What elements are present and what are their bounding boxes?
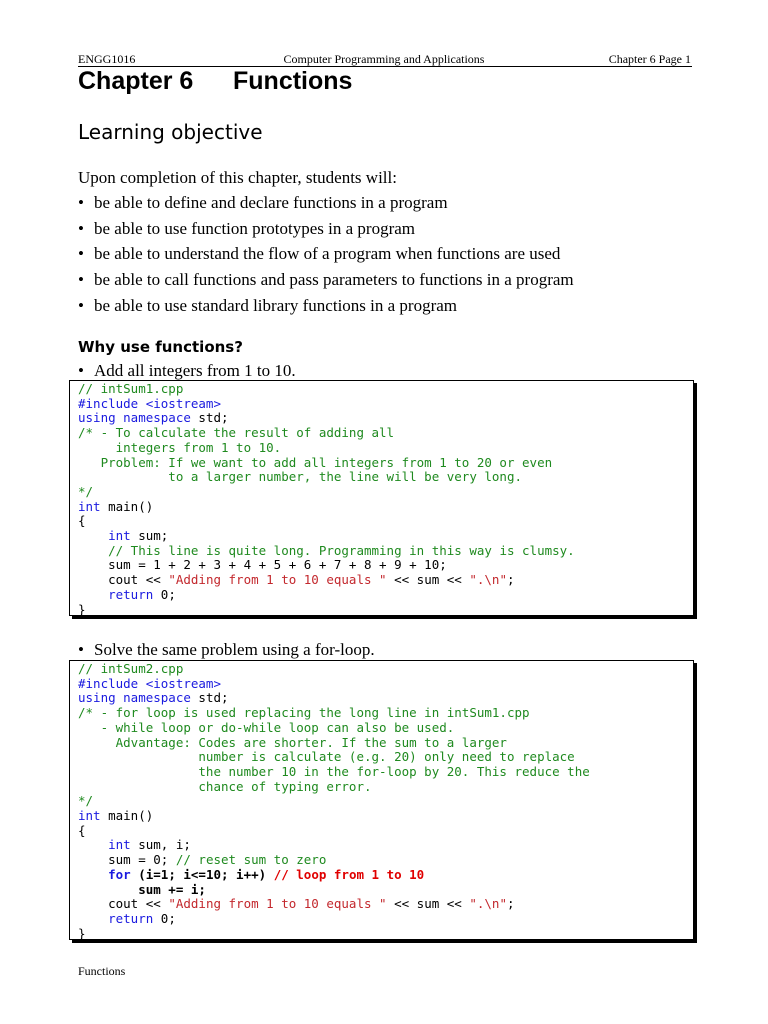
learning-intro: Upon completion of this chapter, students will:	[78, 168, 397, 187]
code-token: for	[108, 866, 131, 882]
code-token: using namespace	[78, 690, 191, 706]
code-line	[78, 706, 693, 721]
code-block-intsum2	[69, 660, 694, 940]
why-functions-heading: Why use functions?	[78, 338, 243, 356]
code-token: int	[78, 808, 101, 824]
code-token: */	[78, 793, 94, 809]
code-line	[78, 485, 693, 500]
code-token	[78, 587, 108, 602]
code-token: Problem: If we want to add all integers from 1 to 20 or even	[78, 454, 553, 470]
code-line	[78, 677, 693, 692]
code-line	[78, 897, 693, 912]
code-token: {	[78, 822, 86, 838]
code-token: ;	[507, 572, 515, 588]
code-token: */	[78, 483, 94, 499]
code-token: return	[108, 586, 154, 602]
code-token: sum = 0;	[78, 852, 176, 868]
list-item	[78, 295, 574, 321]
code-line	[78, 662, 693, 677]
list-item-text: be able to understand the flow of a program when functions are used	[94, 244, 561, 264]
code-token: - while loop or do-while loop can also be used.	[78, 719, 455, 735]
list-item	[78, 243, 574, 269]
list-item-text: be able to use standard library functions in a program	[94, 295, 458, 315]
code-token: ;	[507, 896, 515, 912]
code-token: /* - To calculate the result of adding all	[78, 425, 395, 441]
code-listing	[78, 662, 693, 941]
code-token: (i=1; i<=10; i++)	[130, 866, 274, 882]
code-line	[78, 780, 693, 795]
code-line	[78, 853, 693, 868]
list-item	[78, 269, 574, 295]
code-token: chance of typing error.	[78, 778, 372, 794]
page-footer: Functions	[78, 964, 126, 978]
bullet-text: Add all integers from 1 to 10.	[94, 361, 296, 380]
code-token: #include <iostream>	[78, 675, 221, 691]
chapter-title: Functions	[233, 67, 353, 95]
learning-objective-heading: Learning objective	[78, 120, 263, 144]
code-line	[78, 794, 693, 809]
code-token: 0;	[153, 586, 176, 602]
code-token	[78, 837, 108, 852]
code-line	[78, 927, 693, 942]
code-line	[78, 588, 693, 603]
code-token: << sum <<	[386, 572, 470, 588]
bullet-marker: •	[78, 244, 84, 264]
code-line	[78, 558, 693, 573]
bullet-marker: •	[78, 193, 84, 212]
list-item-text: be able to use function prototypes in a program	[94, 218, 416, 238]
code-token: using namespace	[78, 410, 191, 426]
code-line	[78, 544, 693, 559]
code-token: }	[78, 925, 86, 941]
code-line	[78, 912, 693, 927]
code-line	[78, 868, 693, 883]
list-item	[78, 192, 574, 218]
code-line	[78, 824, 693, 839]
bullet-marker: •	[78, 295, 84, 315]
code-block-intsum1	[69, 380, 694, 616]
code-line	[78, 573, 693, 588]
code-token: // loop from 1 to 10	[273, 866, 425, 882]
code-token	[78, 867, 108, 882]
list-item-text: be able to call functions and pass parameters to functions in a program	[94, 270, 574, 290]
code-token: return	[108, 910, 154, 926]
code-token: main()	[100, 808, 154, 824]
code-line	[78, 470, 693, 485]
code-token: 0;	[153, 910, 176, 926]
code-line	[78, 809, 693, 824]
code-token: Advantage: Codes are shorter. If the sum to a larger	[78, 734, 507, 750]
code-token: sum = 1 + 2 + 3 + 4 + 5 + 6 + 7 + 8 + 9 + 10;	[78, 557, 447, 573]
code-token: // This line is quite long. Programming in this way is clumsy.	[108, 542, 575, 558]
code-token: /* - for loop is used replacing the long line in intSum1.cpp	[78, 705, 530, 721]
code-line	[78, 411, 693, 426]
bullet-marker: •	[78, 270, 84, 290]
code-token	[78, 543, 108, 558]
list-item	[78, 218, 574, 244]
bullet-marker: •	[78, 640, 84, 659]
bullet-for-loop	[78, 640, 375, 660]
code-token: // intSum2.cpp	[78, 661, 184, 676]
code-line	[78, 397, 693, 412]
code-line	[78, 721, 693, 736]
code-token: main()	[100, 498, 154, 514]
code-token: }	[78, 601, 86, 617]
code-line	[78, 765, 693, 780]
code-line	[78, 603, 693, 618]
code-token: the number 10 in the for-loop by 20. This reduce the	[78, 763, 590, 779]
code-line	[78, 514, 693, 529]
bullet-add-integers	[78, 361, 296, 381]
chapter-number: Chapter 6	[78, 67, 194, 95]
code-token	[78, 528, 108, 543]
code-line	[78, 500, 693, 515]
code-token: ".\n"	[469, 896, 507, 912]
code-token: ".\n"	[469, 572, 507, 588]
code-line	[78, 529, 693, 544]
header-page-number: Chapter 6 Page 1	[608, 52, 691, 66]
code-token: std;	[190, 690, 229, 706]
code-token: sum += i;	[78, 881, 206, 897]
code-token: // intSum1.cpp	[78, 381, 184, 396]
code-line	[78, 691, 693, 706]
code-token: integers from 1 to 10.	[78, 439, 282, 455]
code-line	[78, 883, 693, 898]
code-token: // reset sum to zero	[175, 852, 327, 868]
code-line	[78, 736, 693, 751]
code-token: "Adding from 1 to 10 equals "	[168, 572, 387, 588]
code-token: cout <<	[78, 572, 169, 588]
code-token: "Adding from 1 to 10 equals "	[168, 896, 387, 912]
objective-list	[78, 192, 574, 320]
code-token: #include <iostream>	[78, 395, 221, 411]
code-token	[78, 911, 108, 926]
code-listing	[78, 382, 693, 617]
code-token: << sum <<	[386, 896, 470, 912]
code-token: int	[78, 498, 101, 514]
bullet-marker: •	[78, 218, 84, 238]
code-line	[78, 441, 693, 456]
code-token: std;	[190, 410, 229, 426]
bullet-marker: •	[78, 361, 84, 380]
code-token: int	[108, 528, 131, 544]
list-item-text: be able to define and declare functions in a program	[94, 193, 448, 212]
code-line	[78, 382, 693, 397]
header-course-code: ENGG1016	[78, 52, 136, 66]
code-line	[78, 838, 693, 853]
code-line	[78, 456, 693, 471]
code-token: int	[108, 837, 131, 853]
header-course-title: Computer Programming and Applications	[283, 52, 485, 66]
code-token: sum, i;	[130, 837, 191, 853]
code-line	[78, 426, 693, 441]
code-token: sum;	[130, 528, 169, 544]
code-token: number is calculate (e.g. 20) only need to replace	[78, 749, 575, 765]
code-token: {	[78, 513, 86, 529]
bullet-text: Solve the same problem using a for-loop.	[94, 640, 375, 659]
code-token: to a larger number, the line will be very long.	[78, 469, 523, 485]
code-token: cout <<	[78, 896, 169, 912]
code-line	[78, 750, 693, 765]
